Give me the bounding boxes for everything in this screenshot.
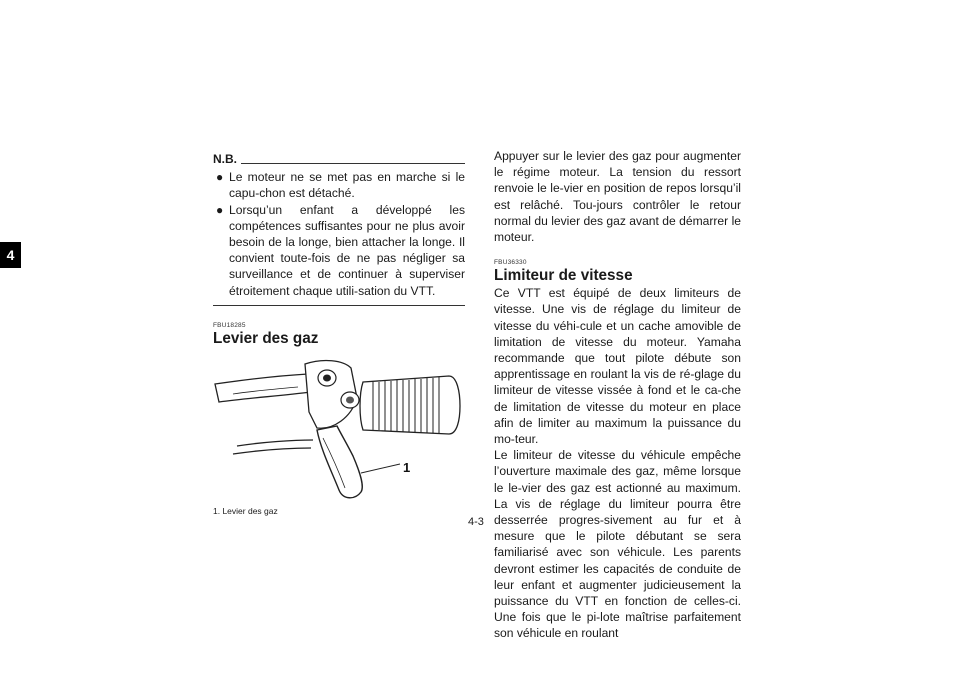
left-column — [213, 151, 465, 519]
page-number: 4-3 — [468, 516, 484, 528]
chapter-tab: 4 — [0, 242, 21, 268]
figure-caption: 1. Levier des gaz — [213, 505, 278, 516]
section-title: Limiteur de vitesse — [494, 267, 633, 285]
bullet-icon: ● — [216, 170, 224, 185]
note-bullet-2: ● Lorsqu’un enfant a développé les compétences suffisantes pour ne plus avoir besoin de la longe, bien attacher la longe. Il convient toute-fois de ne pas négliger sa surveillance et de continuer à superviser étroitement chaque utili-sation du VTT. — [216, 202, 465, 298]
section-code: FBU18285 — [213, 321, 246, 329]
throttle-illustration — [213, 358, 465, 503]
throttle-lever-figure — [213, 358, 465, 503]
throttle-intro-paragraph: Appuyer sur le levier des gaz pour augmenter le régime moteur. La tension du ressort renvoie le le-vier en position de repos lorsqu’il est relâché. Tou-jours contrôler le retour normal du levier des gaz avant de démarrer le moteur. — [494, 149, 741, 245]
note-bullet-list — [213, 169, 465, 299]
note-header-rule — [241, 163, 465, 164]
section-code: FBU36330 — [494, 259, 527, 267]
bullet-icon: ● — [216, 202, 224, 217]
section-title: Levier des gaz — [213, 329, 319, 347]
speed-limiter-paragraph-2: Le limiteur de vitesse du véhicule empêche l’ouverture maximale des gaz, même lorsque le le-vier des gaz est actionné au maximum. La vis de réglage du limiteur pourra être desserrée progres-sivement au fur et à mesure que le pilote débutant se sera familiarisé avec son véhicule. Les parents devront estimer les capacités de conduite de leur enfant et augmenter judicieusement la puissance du VTT en fonction de celles-ci. Une fois que le pi-lote maîtrise parfaitement son véhicule en roulant — [494, 448, 741, 641]
note-header — [213, 151, 465, 167]
right-column — [494, 148, 741, 642]
speed-limiter-paragraph-1: Ce VTT est équipé de deux limiteurs de vitesse. Une vis de réglage du limiteur de vitesse du véhi-cule et un cache amovible de limitation de vitesse du moteur. Yamaha recommande que tout pilote débute son apprentissage en roulant la vis de ré-glage du limiteur de vitesse vissée à fond et le ca-che de limitation de vitesse du moteur en place afin de limiter au maximum la puissance du mo-teur. — [494, 286, 741, 447]
note-label: N.B. — [213, 152, 237, 166]
figure-callout-number: 1 — [403, 459, 411, 475]
note-bullet-1: ● Le moteur ne se met pas en marche si le capu-chon est détaché. — [216, 170, 465, 201]
